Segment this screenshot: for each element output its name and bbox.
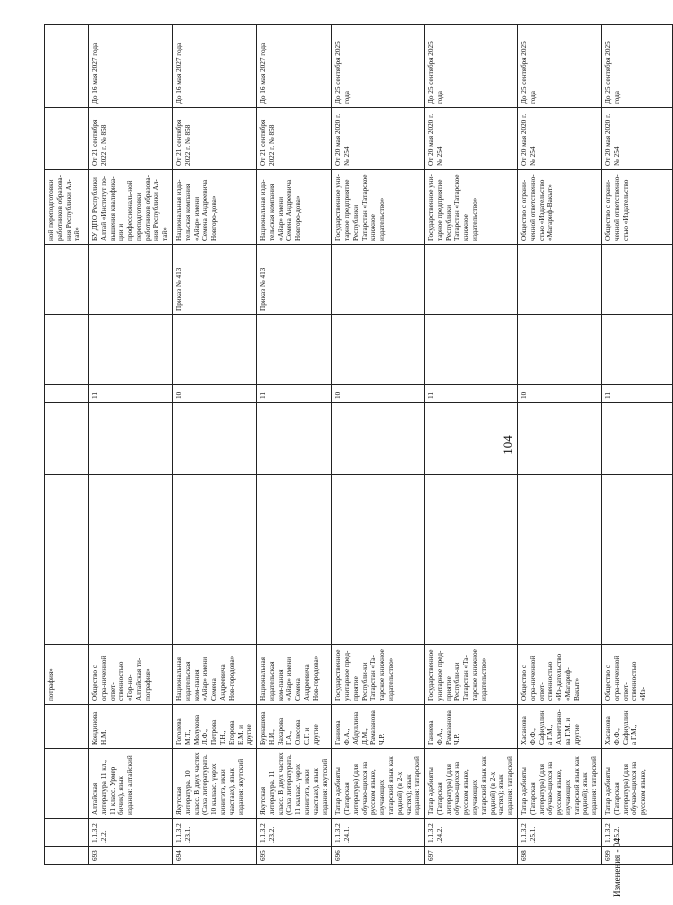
page-number: 104 (500, 435, 515, 455)
code-cell: 1.1.3.2.23.1. (173, 819, 257, 847)
table-row (517, 25, 601, 865)
empty-cell (425, 403, 518, 475)
grade-cell: 10 (332, 385, 425, 403)
publisher-cell: Общество с огра-ниченной ответ-ственностью «Из-дательство «Магариф-Вакыт» (517, 645, 601, 705)
code-cell: 1.1.3.2.25.1. (517, 819, 601, 847)
title-cell: Якутская литература. 10 класс. В двух частях (Саха литературата. 10 кылаас. үөрэх кинигэтэ, икки чаастаах), язык издания: якутский (173, 749, 257, 819)
empty-cell (601, 403, 672, 475)
title-cell: Татар әдәбияты (Татарская литература) (для обучаю-щихся на русском языке, изучающих татарский язык как родной) (в 2-х частях); язык издания: татарский (425, 749, 518, 819)
authors-cell: Хасанова Ф.Ф., Сафиуллина Г.М., Ахметзяно-ва Г.М. и другие (517, 705, 601, 749)
order-cell (425, 245, 518, 315)
row-number-cell: 695 (257, 847, 332, 865)
title-cell: Татар әдәбияты (Татарская литература) (для обучаю-щихся на русском языке, изучающих татарский язык как родной) (в 2-х частях); язык издания: татарский (332, 749, 425, 819)
order-cell (332, 245, 425, 315)
code-cell: 1.1.3.2.2.2. (89, 819, 173, 847)
term-cell: До 25 сентября 2025 года (517, 25, 601, 108)
empty-cell (332, 315, 425, 385)
empty-cell (89, 475, 173, 645)
grade-cell: 11 (89, 385, 173, 403)
empty-cell (89, 403, 173, 475)
empty-cell (425, 315, 518, 385)
organization-cell: Государственное уни-тарное предприятие Республики Татарстан «Татарское книжное издательство» (332, 170, 425, 245)
order-cell: Приказ № 413 (173, 245, 257, 315)
term-cell: До 16 мая 2027 года (89, 25, 173, 108)
code-cell: 1.1.3.2.24.1. (332, 819, 425, 847)
grade-cell: 11 (257, 385, 332, 403)
empty-cell (601, 475, 672, 645)
row-number-cell: 698 (517, 847, 601, 865)
organization-cell: Государственное уни-тарное предприятие Республики Татарстан «Татарское книжное издательство» (425, 170, 518, 245)
publisher-cell: потрафия» (45, 645, 89, 705)
title-cell: Якутская литература. 11 класс. В двух частях (Саха литературата. 11 кылаас. үөрэх кинигэтэ, икки чаастаах), язык издания: якутский (257, 749, 332, 819)
header-continuation-row (45, 25, 89, 865)
code-cell: 1.1.3.2.25.2. (601, 819, 672, 847)
publisher-cell: Национальная издательская ком-пания «Айар» имени Семена Андреевича Нов-городова» (173, 645, 257, 705)
term-cell: До 25 сентября 2025 года (332, 25, 425, 108)
table-row (173, 25, 257, 865)
empty-cell (332, 403, 425, 475)
date-cell: От 20 мая 2020 г. № 254 (517, 108, 601, 170)
empty-cell (257, 315, 332, 385)
grade-cell: 10 (517, 385, 601, 403)
authors-cell: Хасанова Ф.Ф., Сафиуллина Г.М., (601, 705, 672, 749)
row-number-cell: 694 (173, 847, 257, 865)
title-cell: Татар әдәбияты (Татарская литература) (для обучаю-щихся на русском языке, (601, 749, 672, 819)
title-cell: Алтайская литература 11 кл., 11 класс. Урмер бичик), язык издания: алтайский (89, 749, 173, 819)
term-cell: До 25 сентября 2025 года (601, 25, 672, 108)
empty-cell (257, 475, 332, 645)
authors-cell: Ганиева Ф.А., Абдуллина Д.М., Рамазанова Ч.Р. (332, 705, 425, 749)
order-cell (601, 245, 672, 315)
organization-cell: Национальная изда-тельская компания «Айар» имени Семена Андреевича Новгоро-дова» (173, 170, 257, 245)
grade-cell: 10 (173, 385, 257, 403)
grade-cell: 11 (601, 385, 672, 403)
empty-cell (173, 403, 257, 475)
date-cell: От 21 сентября 2022 г. № 858 (89, 108, 173, 170)
publisher-cell: Общество с огра-ниченной ответ-ственностью «Из- (601, 645, 672, 705)
footer-note: Изменения - 04 (612, 838, 622, 897)
order-cell (89, 245, 173, 315)
table-row (601, 25, 672, 865)
order-cell (517, 245, 601, 315)
organization-cell: Общество с ограни-ченной ответственно-стью «Издательство «Магариф-Вакыт» (517, 170, 601, 245)
publisher-cell: Государственное унитарное пред-приятие Республи-ки Татарстан «Та-тарское книжное издательство» (332, 645, 425, 705)
publisher-cell: Государственное унитарное пред-приятие Республи-ки Татарстан «Та-тарское книжное издательство» (425, 645, 518, 705)
empty-cell (601, 315, 672, 385)
table-row (332, 25, 425, 865)
date-cell: От 20 мая 2020 г. № 254 (332, 108, 425, 170)
organization-cell: БУ ДПО Республики Алтай «Институт по-вышения квалифика-ции и профессиональ-ной переподготовки работников образова-ния Республики Ал-тай» (89, 170, 173, 245)
grade-cell: 11 (425, 385, 518, 403)
row-number-cell: 699 (601, 847, 672, 865)
textbook-table (44, 24, 673, 865)
row-number-cell: 697 (425, 847, 518, 865)
organization-cell: ной переподготовки работников образова-ния Республики Ал-тай» (45, 170, 89, 245)
empty-cell (257, 403, 332, 475)
code-cell: 1.1.3.2.24.2. (425, 819, 518, 847)
date-cell: От 20 мая 2020 г. № 254 (601, 108, 672, 170)
organization-cell: Общество с ограни-ченной ответственно-стью «Издательство (601, 170, 672, 245)
date-cell: От 21 сентября 2022 г. № 858 (257, 108, 332, 170)
row-number-cell: 696 (332, 847, 425, 865)
empty-cell (517, 475, 601, 645)
empty-cell (173, 315, 257, 385)
publisher-cell: Национальная издательская ком-пания «Айар» имени Семена Андреевича Нов-городова» (257, 645, 332, 705)
date-cell: От 21 сентября 2022 г. № 858 (173, 108, 257, 170)
authors-cell: Бурнашева Н.И., Захарова Г.А., Олесова С.Г. и другие (257, 705, 332, 749)
order-cell: Приказ № 413 (257, 245, 332, 315)
code-cell: 1.1.3.2.23.2. (257, 819, 332, 847)
table-row (257, 25, 332, 865)
empty-cell (425, 475, 518, 645)
empty-cell (517, 403, 601, 475)
empty-cell (89, 315, 173, 385)
empty-cell (517, 315, 601, 385)
publisher-cell: Общество с огра-ниченной ответ-ственностью «Гор-но-Алтайская ти-пография» (89, 645, 173, 705)
organization-cell: Национальная изда-тельская компания «Айар» имени Семена Андреевича Новгоро-дова» (257, 170, 332, 245)
date-cell: От 20 мая 2020 г. № 254 (425, 108, 518, 170)
empty-cell (173, 475, 257, 645)
term-cell: До 25 сентября 2025 года (425, 25, 518, 108)
table-row (89, 25, 173, 865)
title-cell: Татар әдәбияты (Татарская литература) (для обучаю-щихся на русском языке, изучающих татарский язык как родной); язык издания: татарский (517, 749, 601, 819)
empty-cell (332, 475, 425, 645)
term-cell: До 16 мая 2027 года (173, 25, 257, 108)
table-row (425, 25, 518, 865)
authors-cell: Ганиева Ф.А., Рамазанова Ч.Р. (425, 705, 518, 749)
row-number-cell: 693 (89, 847, 173, 865)
authors-cell: Кондинова Н.М. (89, 705, 173, 749)
term-cell: До 16 мая 2027 года (257, 25, 332, 108)
authors-cell: Гоголева М.Т., Молукова Л.Ф., Петрова Т.Н., Егорова Е.М. и другие (173, 705, 257, 749)
